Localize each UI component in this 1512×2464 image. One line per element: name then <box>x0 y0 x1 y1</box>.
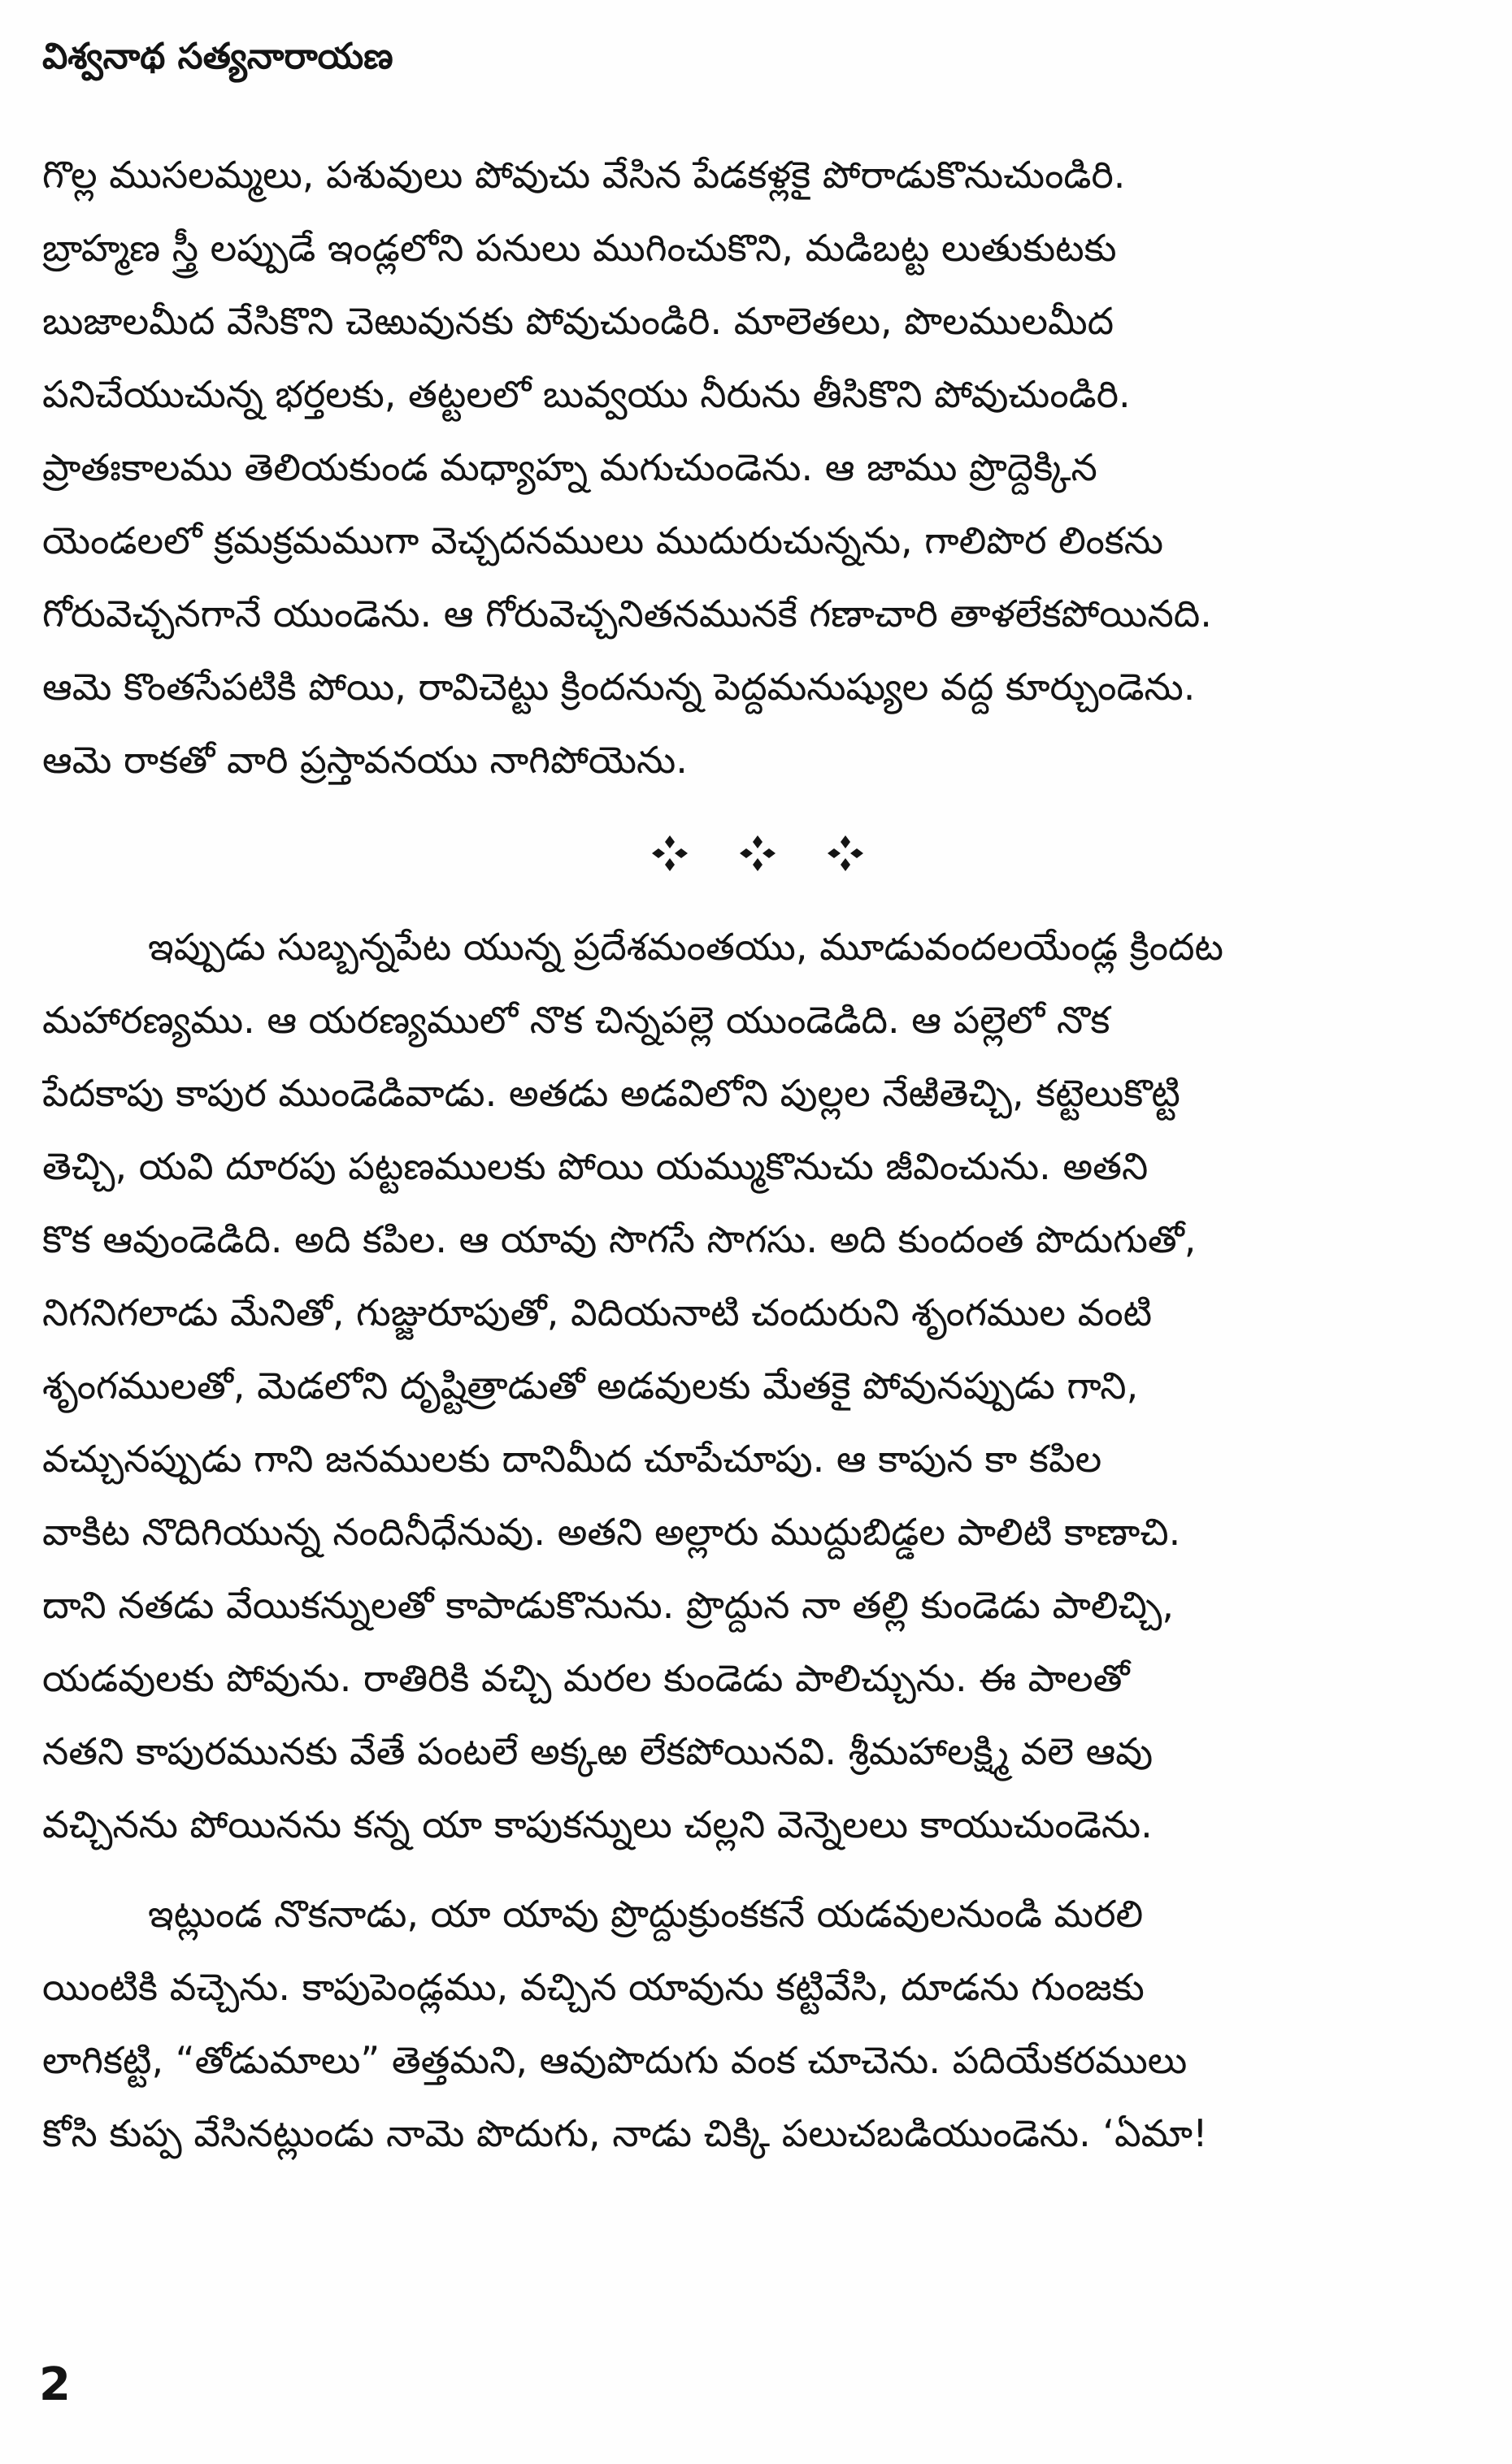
diamond-ornament-icon <box>650 834 689 873</box>
text-line: శృంగములతో, మెడలోని దృష్టిత్రాడుతో అడవులకు మేతకై పోవునప్పుడు గాని, <box>42 1364 1139 1408</box>
text-line: గోరువెచ్చనగానే యుండెను. ఆ గోరువెచ్చనితనమునకే గణాచారి తాళలేకపోయినది. <box>42 592 1212 636</box>
text-line: గొల్ల ముసలమ్మలు, పశువులు పోవుచు వేసిన పేడకళ్లకై పోరాడుకొనుచుండిరి. <box>42 153 1126 197</box>
text-line: కొక ఆవుండెడిది. అది కపిల. ఆ యావు సొగసే సొగసు. అది కుందంత పొదుగుతో, <box>42 1217 1197 1261</box>
text-line: ప్రాతఃకాలము తెలియకుండ మధ్యాహ్న మగుచుండెను. ఆ జాము ప్రొద్దెక్కిన <box>42 445 1097 489</box>
text-line: యింటికి వచ్చెను. కాపుపెండ్లము, వచ్చిన యావును కట్టివేసి, దూడను గుంజకు <box>42 1965 1145 2009</box>
paragraph-2 <box>42 910 1473 1861</box>
running-header: విశ్వనాథ సత్యనారాయణ <box>42 36 393 77</box>
body-text <box>42 138 1473 2170</box>
text-line: బ్రాహ్మణ స్త్రీ లప్పుడే ఇండ్లలోని పనులు ముగించుకొని, మడిబట్ట లుతుకుటకు <box>42 226 1117 270</box>
text-line: యడవులకు పోవును. రాతిరికి వచ్చి మరల కుండెడు పాలిచ్చును. ఈ పాలతో <box>42 1656 1130 1700</box>
text-line: బుజాలమీద వేసికొని చెఱువునకు పోవుచుండిరి. మాలెతలు, పొలములమీద <box>42 299 1114 343</box>
text-line: లాగికట్టి, “తోడుమాలు” తెత్తమని, ఆవుపొదుగు వంక చూచెను. పదియేకరములు <box>42 2038 1188 2082</box>
text-line: కోసి కుప్ప వేసినట్లుండు నామె పొదుగు, నాడు చిక్కి పలుచబడియుండెను. ‘ఏమా! <box>42 2111 1208 2155</box>
text-line: ఇట్లుండ నొకనాడు, యా యావు ప్రొద్దుక్రుంకకనే యడవులనుండి మరలి <box>148 1892 1144 1936</box>
text-line: పనిచేయుచున్న భర్తలకు, తట్టలలో బువ్వయు నీరును తీసికొని పోవుచుండిరి. <box>42 372 1131 416</box>
text-line: ఆమె రాకతో వారి ప్రస్తావనయు నాగిపోయెను. <box>42 738 688 782</box>
text-line: వాకిట నొదిగియున్న నందినీధేనువు. అతని అల్లారు ముద్దుబిడ్డల పాలిటి కాణాచి. <box>42 1510 1181 1554</box>
text-line: తెచ్చి, యవి దూరపు పట్టణములకు పోయి యమ్ముకొనుచు జీవించును. అతని <box>42 1144 1149 1188</box>
text-line: వచ్చునప్పుడు గాని జనములకు దానిమీద చూపేచూపు. ఆ కాపున కా కపిల <box>42 1437 1102 1481</box>
text-line: ఆమె కొంతసేపటికి పోయి, రావిచెట్టు క్రిందనున్న పెద్దమనుష్యుల వద్ద కూర్చుండెను. <box>42 665 1196 709</box>
text-line: మహారణ్యము. ఆ యరణ్యములో నొక చిన్నపల్లె యుండెడిది. ఆ పల్లెలో నొక <box>42 998 1110 1042</box>
text-line: వచ్చినను పోయినను కన్న యా కాపుకన్నులు చల్లని వెన్నెలలు కాయుచుండెను. <box>42 1802 1153 1846</box>
diamond-ornament-icon <box>826 834 865 873</box>
text-line: ఇప్పుడు సుబ్బన్నపేట యున్న ప్రదేశమంతయు, మూడువందలయేండ్ల క్రిందట <box>148 925 1224 969</box>
text-line: యెండలలో క్రమక్రమముగా వెచ్చదనములు ముదురుచున్నను, గాలిపొర లింకను <box>42 518 1163 562</box>
diamond-ornament-icon <box>738 834 777 873</box>
text-line: నిగనిగలాడు మేనితో, గుజ్జురూపుతో, విదియనాటి చందురుని శృంగముల వంటి <box>42 1291 1153 1334</box>
text-line: నతని కాపురమునకు వేతే పంటలే అక్కఱ లేకపోయినవి. శ్రీమహాలక్ష్మి వలె ఆవు <box>42 1729 1154 1773</box>
section-separator <box>42 796 1473 910</box>
text-line: పేదకాపు కాపుర ముండెడివాడు. అతడు అడవిలోని పుల్లల నేఱితెచ్చి, కట్టెలుకొట్టి <box>42 1071 1180 1115</box>
paragraph-3 <box>42 1877 1473 2170</box>
paragraph-1 <box>42 138 1473 796</box>
page-number: 2 <box>39 2358 71 2411</box>
text-line: దాని నతడు వేయికన్నులతో కాపాడుకొనును. ప్రొద్దున నా తల్లి కుండెడు పాలిచ్చి, <box>42 1583 1174 1627</box>
paragraph-gap <box>42 1861 1473 1877</box>
